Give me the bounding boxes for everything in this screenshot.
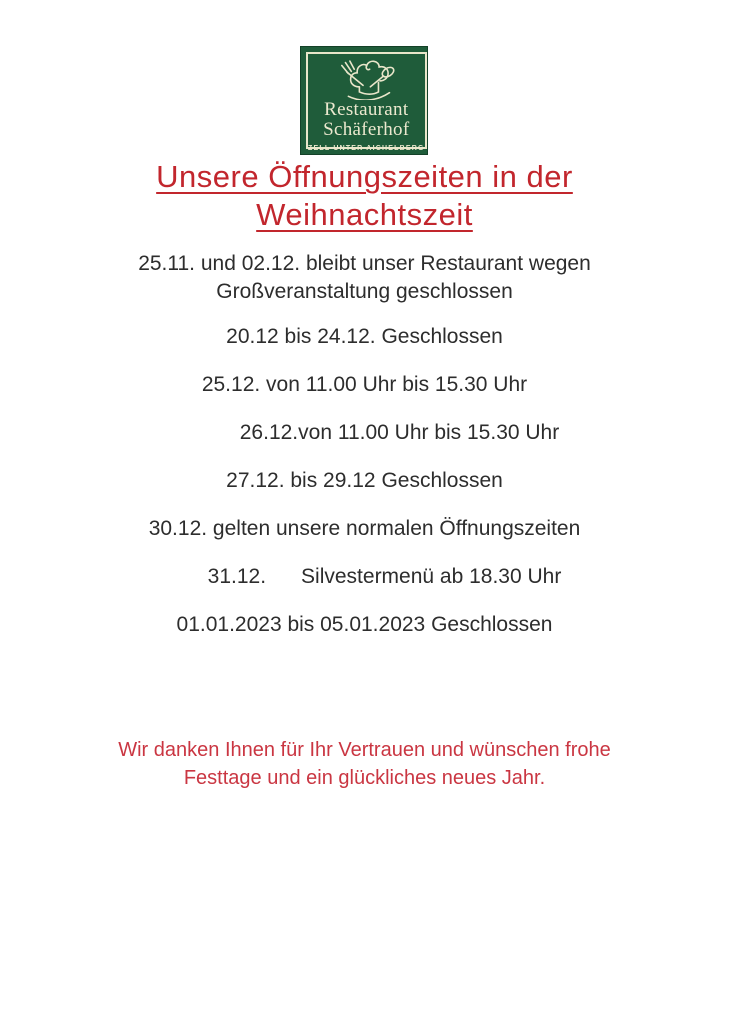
schedule-list <box>0 313 729 649</box>
schedule-entry-2512: 25.12. von 11.00 Uhr bis 15.30 Uhr <box>201 373 528 396</box>
schedule-entry-3012: 30.12. gelten unsere normalen Öffnungszeiten <box>148 517 581 540</box>
intro-paragraph <box>0 250 729 306</box>
page-title-line2: Weihnachtszeit <box>256 197 473 232</box>
intro-line1: 25.11. und 02.12. bleibt unser Restaurant wegen <box>138 252 591 275</box>
page-title <box>0 158 729 234</box>
logo-inner-frame <box>306 52 427 152</box>
logo-restaurant-label: Restaurant <box>324 99 409 120</box>
chef-hat-icon <box>327 56 405 100</box>
restaurant-logo <box>300 46 428 155</box>
thank-you-message <box>0 736 729 792</box>
schedule-entry-2712: 27.12. bis 29.12 Geschlossen <box>226 469 503 492</box>
thank-you-line1: Wir danken Ihnen für Ihr Vertrauen und wünschen frohe <box>118 739 611 761</box>
intro-line2: Großveranstaltung geschlossen <box>216 280 513 303</box>
page-title-line1: Unsere Öffnungszeiten in der <box>156 159 573 194</box>
schedule-entry-3112: 31.12. Silvestermenü ab 18.30 Uhr <box>207 565 562 588</box>
logo-name-label: Schäferhof <box>323 119 410 140</box>
logo-location-label: ZELL UNTER AICHELBERG <box>308 145 425 152</box>
schedule-entry-2012: 20.12 bis 24.12. Geschlossen <box>226 325 503 348</box>
thank-you-line2: Festtage und ein glückliches neues Jahr. <box>183 767 546 789</box>
schedule-entry-2612: 26.12.von 11.00 Uhr bis 15.30 Uhr <box>239 421 560 444</box>
schedule-entry-0101: 01.01.2023 bis 05.01.2023 Geschlossen <box>176 613 553 636</box>
